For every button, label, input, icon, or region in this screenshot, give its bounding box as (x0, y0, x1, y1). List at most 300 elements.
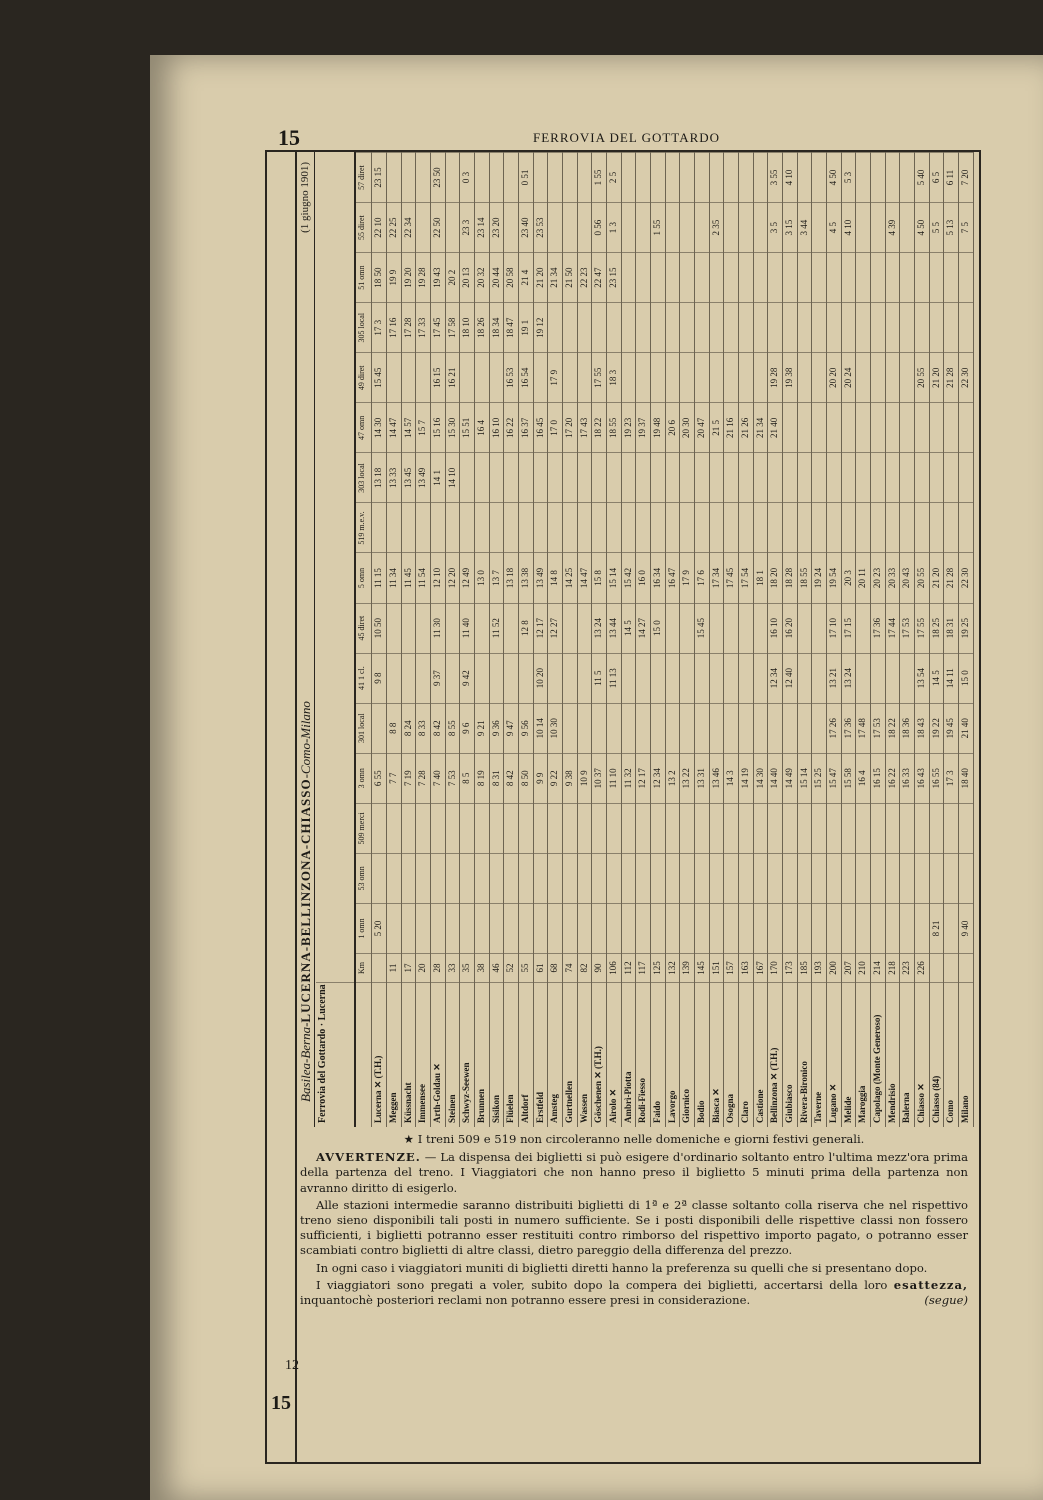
time-cell (622, 352, 636, 402)
time-cell (519, 903, 533, 953)
station-name: Ambrì-Piotta (622, 982, 636, 1127)
train-header-cell: 1 omn (356, 903, 371, 953)
time-cell: 17 36 (842, 703, 856, 753)
time-cell: 5 3 (842, 152, 856, 202)
time-cell: 17 28 (402, 302, 416, 352)
time-cell (680, 903, 694, 953)
time-cell (754, 903, 768, 953)
time-cell: 1 55 (592, 152, 606, 202)
time-cell (783, 803, 797, 853)
timetable-row (886, 152, 901, 1127)
time-cell (798, 803, 812, 853)
time-cell (695, 302, 709, 352)
time-cell (724, 152, 738, 202)
time-cell (724, 853, 738, 903)
time-cell (754, 302, 768, 352)
time-cell: 16 10 (768, 603, 782, 653)
time-cell (460, 903, 474, 953)
time-cell (607, 502, 621, 552)
time-cell (710, 653, 724, 703)
timetable-row (636, 152, 651, 1127)
time-cell: 19 24 (812, 553, 826, 603)
time-cell: 20 30 (680, 402, 694, 452)
time-cell: 19 38 (783, 352, 797, 402)
timetable-row (710, 152, 725, 1127)
time-cell: 18 40 (959, 753, 973, 803)
timetable-row (768, 152, 783, 1127)
time-cell (680, 502, 694, 552)
time-cell (460, 502, 474, 552)
station-name: Lavorgo (666, 982, 680, 1127)
time-cell: 20 47 (695, 402, 709, 452)
time-cell (534, 853, 548, 903)
time-cell: 22 47 (592, 252, 606, 302)
time-cell (710, 452, 724, 502)
time-cell: 17 53 (900, 603, 914, 653)
time-cell (563, 202, 577, 252)
time-cell: 11 30 (431, 603, 445, 653)
time-cell (768, 502, 782, 552)
time-cell (548, 903, 562, 953)
time-cell (856, 502, 870, 552)
time-cell (680, 653, 694, 703)
time-cell (710, 502, 724, 552)
time-cell (827, 452, 841, 502)
timetable-row (651, 152, 666, 1127)
time-cell: 17 9 (548, 352, 562, 402)
time-cell (490, 903, 504, 953)
time-cell (446, 502, 460, 552)
time-cell (710, 903, 724, 953)
timetable-row (666, 152, 681, 1127)
time-cell: 16 4 (856, 753, 870, 803)
time-cell (915, 252, 929, 302)
time-cell (563, 502, 577, 552)
time-cell (827, 302, 841, 352)
time-cell (636, 252, 650, 302)
time-cell (446, 653, 460, 703)
timetable-title-row (296, 152, 315, 1127)
time-cell (490, 502, 504, 552)
time-cell: 21 50 (563, 252, 577, 302)
station-km (372, 953, 386, 982)
time-cell (548, 803, 562, 853)
station-name: Bodio (695, 982, 709, 1127)
time-cell: 23 15 (372, 152, 386, 202)
time-cell (754, 653, 768, 703)
time-cell (680, 302, 694, 352)
time-cell: 16 20 (783, 603, 797, 653)
time-cell (783, 703, 797, 753)
time-cell: 12 17 (534, 603, 548, 653)
time-cell (416, 352, 430, 402)
time-cell (724, 202, 738, 252)
time-cell (416, 152, 430, 202)
time-cell (842, 302, 856, 352)
time-cell (636, 803, 650, 853)
time-cell: 20 32 (475, 252, 489, 302)
time-cell (548, 853, 562, 903)
station-km: 210 (856, 953, 870, 982)
time-cell (886, 452, 900, 502)
station-km: 55 (519, 953, 533, 982)
train-header-cell (356, 982, 371, 1127)
time-cell (475, 502, 489, 552)
time-cell: 13 7 (490, 553, 504, 603)
train-header-cell: 53 omn (356, 853, 371, 903)
time-cell (695, 903, 709, 953)
timetable-row (387, 152, 402, 1127)
time-cell: 14 47 (578, 553, 592, 603)
time-cell: 13 49 (534, 553, 548, 603)
time-cell: 21 40 (768, 402, 782, 452)
time-cell (622, 152, 636, 202)
time-cell (798, 502, 812, 552)
avvertenze-heading: AVVERTENZE. (316, 1150, 421, 1165)
time-cell (812, 653, 826, 703)
time-cell (798, 653, 812, 703)
time-cell (622, 202, 636, 252)
page-header (278, 125, 978, 149)
timetable-row (446, 152, 461, 1127)
time-cell (563, 152, 577, 202)
time-cell (460, 452, 474, 502)
timetable-row (534, 152, 549, 1127)
time-cell: 16 15 (871, 753, 885, 803)
time-cell (387, 903, 401, 953)
time-cell (886, 152, 900, 202)
time-cell: 13 18 (504, 553, 518, 603)
timetable-row (578, 152, 593, 1127)
title-suffix: -Como-Milano (298, 701, 313, 779)
time-cell (710, 302, 724, 352)
time-cell: 9 38 (563, 753, 577, 803)
time-cell (446, 903, 460, 953)
time-cell: 9 42 (460, 653, 474, 703)
time-cell (504, 853, 518, 903)
timetable-row (519, 152, 534, 1127)
time-cell (431, 853, 445, 903)
time-cell (548, 152, 562, 202)
time-cell: 20 23 (871, 553, 885, 603)
station-km: 223 (900, 953, 914, 982)
time-cell (754, 452, 768, 502)
time-cell (871, 352, 885, 402)
time-cell (959, 853, 973, 903)
station-km: 52 (504, 953, 518, 982)
time-cell (754, 502, 768, 552)
time-cell: 8 5 (460, 753, 474, 803)
time-cell (563, 853, 577, 903)
time-cell (578, 302, 592, 352)
time-cell: 11 54 (416, 553, 430, 603)
time-cell: 15 25 (812, 753, 826, 803)
station-km: 167 (754, 953, 768, 982)
time-cell (563, 603, 577, 653)
time-cell: 23 53 (534, 202, 548, 252)
station-name: Maroggia (856, 982, 870, 1127)
time-cell (710, 803, 724, 853)
time-cell (666, 803, 680, 853)
time-cell: 13 54 (915, 653, 929, 703)
time-cell (534, 452, 548, 502)
time-cell: 0 51 (519, 152, 533, 202)
time-cell: 18 1 (754, 553, 768, 603)
time-cell (416, 903, 430, 953)
time-cell (798, 603, 812, 653)
time-cell (592, 853, 606, 903)
timetable-row (592, 152, 607, 1127)
station-name: Rodi-Fiesso (636, 982, 650, 1127)
timetable-row (563, 152, 578, 1127)
time-cell (607, 452, 621, 502)
time-cell (416, 853, 430, 903)
time-cell: 21 26 (739, 402, 753, 452)
station-name: Como (944, 982, 958, 1127)
station-km: 112 (622, 953, 636, 982)
time-cell (622, 703, 636, 753)
time-cell: 22 34 (402, 202, 416, 252)
time-cell: 5 13 (944, 202, 958, 252)
timetable-row (504, 152, 519, 1127)
time-cell (548, 302, 562, 352)
timetable-row (871, 152, 886, 1127)
timetable-row (680, 152, 695, 1127)
time-cell (636, 202, 650, 252)
time-cell (372, 853, 386, 903)
time-cell (783, 302, 797, 352)
time-cell: 16 47 (666, 553, 680, 603)
time-cell (724, 903, 738, 953)
time-cell: 8 42 (431, 703, 445, 753)
time-cell: 7 40 (431, 753, 445, 803)
time-cell (930, 502, 944, 552)
time-cell: 1 3 (607, 202, 621, 252)
star-note: ★ I treni 509 e 519 non circoleranno nelle domeniche e giorni festivi generali. (403, 1132, 865, 1146)
time-cell (666, 252, 680, 302)
station-km: 218 (886, 953, 900, 982)
time-cell (798, 703, 812, 753)
time-cell (783, 853, 797, 903)
time-cell: 17 44 (886, 603, 900, 653)
time-cell (812, 302, 826, 352)
time-cell (636, 903, 650, 953)
time-cell: 14 3 (724, 753, 738, 803)
time-cell (754, 152, 768, 202)
time-cell (739, 302, 753, 352)
time-cell (651, 152, 665, 202)
time-cell (431, 803, 445, 853)
time-cell: 20 3 (842, 553, 856, 603)
time-cell (402, 903, 416, 953)
time-cell (695, 653, 709, 703)
time-cell: 8 42 (504, 753, 518, 803)
station-name: Steinen (446, 982, 460, 1127)
time-cell: 8 21 (930, 903, 944, 953)
time-cell: 22 10 (372, 202, 386, 252)
time-cell: 14 5 (622, 603, 636, 653)
time-cell: 19 28 (416, 252, 430, 302)
timetable-row (607, 152, 622, 1127)
time-cell (886, 653, 900, 703)
time-cell (871, 452, 885, 502)
time-cell (739, 152, 753, 202)
time-cell (402, 502, 416, 552)
time-cell (402, 853, 416, 903)
time-cell: 21 28 (944, 553, 958, 603)
time-cell (680, 603, 694, 653)
time-cell: 19 25 (959, 603, 973, 653)
time-cell (900, 352, 914, 402)
time-cell (768, 803, 782, 853)
time-cell (856, 853, 870, 903)
time-cell (871, 152, 885, 202)
time-cell (959, 252, 973, 302)
time-cell (490, 653, 504, 703)
time-cell (680, 853, 694, 903)
time-cell: 17 15 (842, 603, 856, 653)
time-cell: 17 10 (827, 603, 841, 653)
station-km: 106 (607, 953, 621, 982)
time-cell: 7 7 (387, 753, 401, 803)
time-cell (710, 703, 724, 753)
time-cell: 10 50 (372, 603, 386, 653)
station-km: 28 (431, 953, 445, 982)
time-cell (710, 853, 724, 903)
time-cell (915, 452, 929, 502)
time-cell (812, 152, 826, 202)
time-cell (886, 502, 900, 552)
time-cell (710, 252, 724, 302)
timetable-row (416, 152, 431, 1127)
time-cell (724, 352, 738, 402)
time-cell (724, 452, 738, 502)
time-cell (724, 502, 738, 552)
time-cell: 16 0 (636, 553, 650, 603)
timetable (296, 152, 976, 1127)
time-cell: 5 40 (915, 152, 929, 202)
station-name: Castione (754, 982, 768, 1127)
time-cell (812, 853, 826, 903)
time-cell (666, 202, 680, 252)
time-cell: 11 52 (490, 603, 504, 653)
timetable-row (475, 152, 490, 1127)
time-cell: 14 27 (636, 603, 650, 653)
time-cell: 20 24 (842, 352, 856, 402)
time-cell (636, 452, 650, 502)
time-cell (812, 352, 826, 402)
time-cell (900, 302, 914, 352)
time-cell (812, 202, 826, 252)
time-cell (519, 502, 533, 552)
time-cell (812, 603, 826, 653)
station-name: Taverne (812, 982, 826, 1127)
time-cell: 23 40 (519, 202, 533, 252)
time-cell (900, 152, 914, 202)
time-cell: 4 10 (783, 152, 797, 202)
time-cell: 16 33 (900, 753, 914, 803)
time-cell: 21 20 (534, 252, 548, 302)
timetable-row (460, 152, 475, 1127)
time-cell (724, 653, 738, 703)
time-cell (622, 452, 636, 502)
time-cell (622, 502, 636, 552)
time-cell: 19 43 (431, 252, 445, 302)
station-km: 68 (548, 953, 562, 982)
train-header-cell: 47 omn (356, 402, 371, 452)
time-cell: 14 5 (930, 653, 944, 703)
station-name: Meggen (387, 982, 401, 1127)
station-name: Brunnen (475, 982, 489, 1127)
time-cell (431, 502, 445, 552)
time-cell: 9 6 (460, 703, 474, 753)
time-cell: 4 10 (842, 202, 856, 252)
timetable-row (812, 152, 827, 1127)
time-cell (871, 803, 885, 853)
time-cell (622, 803, 636, 853)
time-cell (695, 252, 709, 302)
time-cell (416, 502, 430, 552)
time-cell: 14 25 (563, 553, 577, 603)
time-cell (651, 803, 665, 853)
time-cell (856, 903, 870, 953)
time-cell: 11 32 (622, 753, 636, 803)
time-cell (563, 903, 577, 953)
timetable-rotated (296, 152, 976, 1127)
time-cell: 3 55 (768, 152, 782, 202)
time-cell: 11 10 (607, 753, 621, 803)
time-cell: 7 20 (959, 152, 973, 202)
time-cell (475, 803, 489, 853)
time-cell (695, 202, 709, 252)
time-cell: 17 36 (871, 603, 885, 653)
station-km: 17 (402, 953, 416, 982)
time-cell (856, 302, 870, 352)
time-cell (900, 252, 914, 302)
time-cell: 17 16 (387, 302, 401, 352)
time-cell (856, 452, 870, 502)
time-cell (636, 152, 650, 202)
time-cell (475, 452, 489, 502)
station-name: Küssnacht (402, 982, 416, 1127)
time-cell: 8 19 (475, 753, 489, 803)
time-cell (739, 603, 753, 653)
time-cell (915, 803, 929, 853)
station-km: 90 (592, 953, 606, 982)
time-cell (446, 853, 460, 903)
train-header-cell: 3 omn (356, 753, 371, 803)
time-cell (475, 903, 489, 953)
time-cell: 11 13 (607, 653, 621, 703)
time-cell: 12 34 (768, 653, 782, 703)
time-cell (798, 152, 812, 202)
time-cell: 20 43 (900, 553, 914, 603)
time-cell: 16 45 (534, 402, 548, 452)
time-cell: 2 35 (710, 202, 724, 252)
note-paragraph-4 (300, 1278, 968, 1308)
time-cell: 17 9 (680, 553, 694, 603)
time-cell (871, 402, 885, 452)
header-cell: Ferrovia del Gottardo · Lucerna (316, 982, 354, 1127)
time-cell (651, 252, 665, 302)
time-cell (856, 252, 870, 302)
time-cell (666, 302, 680, 352)
time-cell (856, 603, 870, 653)
time-cell (534, 502, 548, 552)
time-cell: 7 19 (402, 753, 416, 803)
timetable-row (798, 152, 813, 1127)
time-cell (900, 502, 914, 552)
